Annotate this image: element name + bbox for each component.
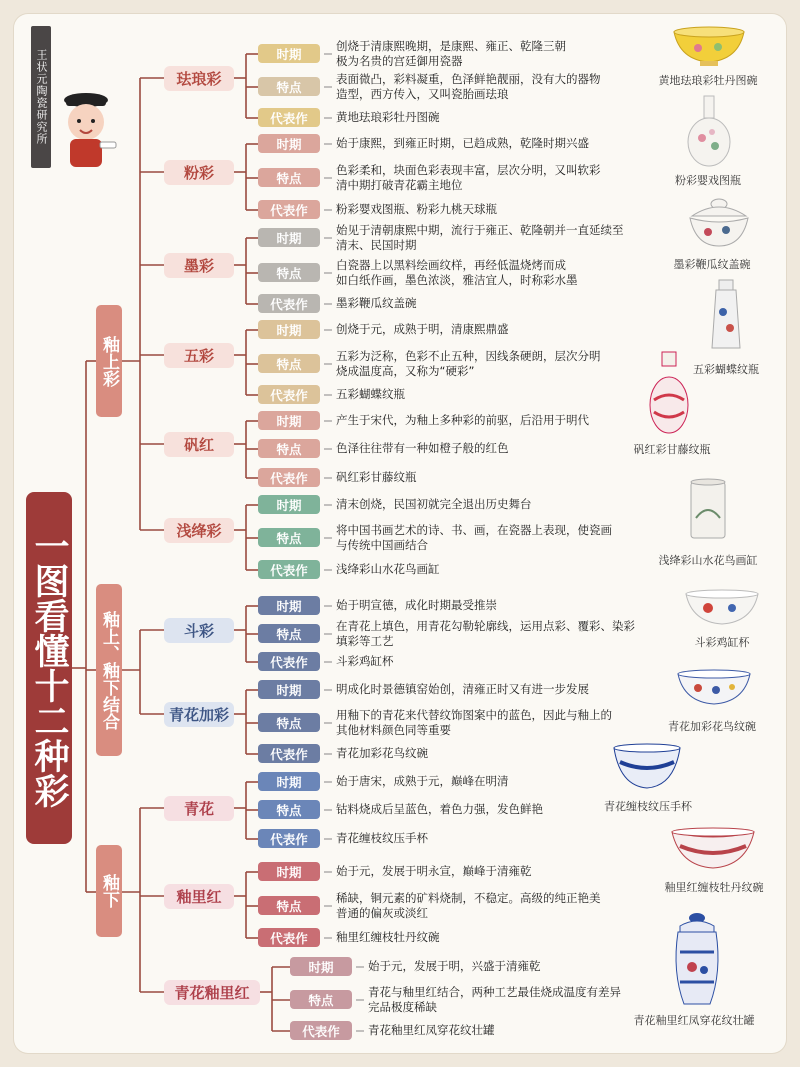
type-10-rep-text: 釉里红缠枝牡丹纹碗 [336, 930, 440, 944]
type-4-rep-label: 代表作 [258, 385, 320, 404]
type-4: 五彩 [164, 343, 234, 368]
image-caption-11: 青花釉里红凤穿花纹壮罐 [633, 1014, 755, 1027]
type-3-feature-label: 特点 [258, 263, 320, 282]
type-8-rep-text: 青花加彩花鸟纹碗 [336, 746, 428, 760]
type-4-feature-label: 特点 [258, 354, 320, 373]
covered-jar-illustration [672, 912, 722, 1008]
type-6-feature-label: 特点 [258, 528, 320, 547]
type-10-period-label: 时期 [258, 862, 320, 881]
image-caption-2: 粉彩婴戏图瓶 [675, 174, 741, 187]
type-1: 珐琅彩 [164, 66, 234, 91]
type-11-rep-label: 代表作 [290, 1021, 352, 1040]
type-7-rep-label: 代表作 [258, 652, 320, 671]
type-11-period-label: 时期 [290, 957, 352, 976]
category-underglaze: 釉下 [96, 845, 122, 937]
type-9-rep-label: 代表作 [258, 829, 320, 848]
vase-iron-red-illustration [648, 350, 690, 436]
type-10: 釉里红 [164, 884, 234, 909]
type-6-rep-label: 代表作 [258, 560, 320, 579]
type-8: 青花加彩 [164, 702, 234, 727]
type-3: 墨彩 [164, 253, 234, 278]
vase-five-color-illustration [708, 278, 744, 354]
type-3-feature-text: 白瓷器上以黑料绘画纹样，再经低温烧烤而成 如白纸作画，墨色浓淡，雅洁宜人，时称彩水墨 [336, 258, 578, 287]
type-10-period-text: 始于元，发展于明永宣，巅峰于清雍乾 [336, 864, 532, 878]
image-caption-10: 釉里红缠枝牡丹纹碗 [664, 881, 764, 894]
image-caption-5: 矾红彩甘藤纹瓶 [633, 443, 711, 456]
type-7-feature-text: 在青花上填色，用青花勾勒轮廓线，运用点彩、覆彩、染彩 填彩等工艺 [336, 619, 635, 648]
type-3-rep-label: 代表作 [258, 294, 320, 313]
underglaze-red-bowl-illustration [670, 828, 756, 874]
type-2: 粉彩 [164, 160, 234, 185]
type-2-rep-text: 粉彩婴戏图瓶、粉彩九桃天球瓶 [336, 202, 497, 216]
type-5-feature-label: 特点 [258, 439, 320, 458]
type-9-period-label: 时期 [258, 772, 320, 791]
type-7: 斗彩 [164, 618, 234, 643]
type-10-rep-label: 代表作 [258, 928, 320, 947]
bowl-blue-color-illustration [676, 670, 752, 710]
type-1-rep-label: 代表作 [258, 108, 320, 127]
type-1-feature-label: 特点 [258, 77, 320, 96]
type-5-rep-text: 矾红彩甘藤纹瓶 [336, 470, 417, 484]
type-5-period-text: 产生于宋代，为釉上多种彩的前驱，后沿用于明代 [336, 413, 589, 427]
type-5-feature-text: 色泽往往带有一种如橙子般的红色 [336, 441, 509, 455]
type-7-period-text: 始于明宣德，成化时期最受推崇 [336, 598, 497, 612]
image-caption-1: 黄地珐琅彩牡丹图碗 [658, 74, 758, 87]
type-9-period-text: 始于唐宋，成熟于元，巅峰在明清 [336, 774, 509, 788]
type-10-feature-text: 稀缺，铜元素的矿料烧制，不稳定。高级的纯正艳美 普通的偏灰或淡红 [336, 891, 601, 920]
image-caption-7: 斗彩鸡缸杯 [694, 636, 750, 649]
type-4-period-text: 创烧于元，成熟于明，清康熙鼎盛 [336, 322, 509, 336]
type-7-rep-text: 斗彩鸡缸杯 [336, 654, 394, 668]
type-3-period-text: 始见于清朝康熙中期，流行于雍正、乾隆朝并一直延续至 清末、民国时期 [336, 223, 624, 252]
image-caption-9: 青花缠枝纹压手杯 [604, 800, 692, 813]
type-1-feature-text: 表面微凸，彩料凝重，色泽鲜艳靓丽，没有大的器物 造型，西方传入，又叫瓷胎画珐琅 [336, 72, 601, 101]
type-5-rep-label: 代表作 [258, 468, 320, 487]
type-11-rep-text: 青花釉里红凤穿花纹壮罐 [368, 1023, 495, 1037]
type-9-rep-text: 青花缠枝纹压手杯 [336, 831, 428, 845]
type-4-feature-text: 五彩为泛称，色彩不止五种，因线条硬朗，层次分明 烧成温度高，又称为“硬彩” [336, 349, 601, 378]
type-2-period-label: 时期 [258, 134, 320, 153]
type-7-period-label: 时期 [258, 596, 320, 615]
type-3-rep-text: 墨彩鞭瓜纹盖碗 [336, 296, 417, 310]
category-overglaze: 釉上彩 [96, 305, 122, 417]
covered-bowl-illustration [686, 196, 752, 252]
type-6-period-text: 清末创烧，民国初就完全退出历史舞台 [336, 497, 532, 511]
category-over-under-glaze: 釉上、釉下结合 [96, 584, 122, 756]
type-6-rep-text: 浅绛彩山水花鸟画缸 [336, 562, 440, 576]
type-7-feature-label: 特点 [258, 624, 320, 643]
type-11-feature-label: 特点 [290, 990, 352, 1009]
type-8-period-text: 明成化时景德镇窑始创，清雍正时又有进一步发展 [336, 682, 589, 696]
type-5: 矾红 [164, 432, 234, 457]
type-11-feature-text: 青花与釉里红结合，两种工艺最佳烧成温度有差异 完品极度稀缺 [368, 985, 621, 1014]
type-9-feature-label: 特点 [258, 800, 320, 819]
type-1-rep-text: 黄地珐琅彩牡丹图碗 [336, 110, 440, 124]
type-8-feature-label: 特点 [258, 713, 320, 732]
type-6-feature-text: 将中国书画艺术的诗、书、画，在瓷器上表现，使瓷画 与传统中国画结合 [336, 523, 612, 552]
type-1-period-text: 创烧于清康熙晚期，是康熙、雍正、乾隆三朝 极为名贵的宫廷御用瓷器 [336, 39, 566, 68]
type-4-period-label: 时期 [258, 320, 320, 339]
type-6: 浅绛彩 [164, 518, 234, 543]
type-11-period-text: 始于元，发展于明，兴盛于清雍乾 [368, 959, 541, 973]
main-title: 一图看懂十二种彩 [26, 492, 72, 844]
vase-famille-rose-illustration [686, 94, 732, 168]
chicken-cup-illustration [684, 590, 760, 630]
type-8-rep-label: 代表作 [258, 744, 320, 763]
image-caption-4: 五彩蝴蝶纹瓶 [693, 363, 759, 376]
image-caption-3: 墨彩鞭瓜纹盖碗 [673, 258, 751, 271]
type-2-feature-label: 特点 [258, 168, 320, 187]
type-8-period-label: 时期 [258, 680, 320, 699]
studio-label: 王状元陶瓷研究所 [31, 26, 51, 168]
type-2-period-text: 始于康熙，到雍正时期，已趋成熟，乾隆时期兴盛 [336, 136, 589, 150]
type-2-feature-text: 色彩柔和，块面色彩表现丰富，层次分明，又叫软彩 清中期打破青花霸主地位 [336, 163, 601, 192]
type-10-feature-label: 特点 [258, 896, 320, 915]
type-1-period-label: 时期 [258, 44, 320, 63]
type-5-period-label: 时期 [258, 411, 320, 430]
type-4-rep-text: 五彩蝴蝶纹瓶 [336, 387, 405, 401]
type-9-feature-text: 钴料烧成后呈蓝色，着色力强，发色鲜艳 [336, 802, 543, 816]
image-caption-6: 浅绛彩山水花鸟画缸 [658, 554, 758, 567]
brush-pot-illustration [688, 478, 728, 542]
type-11: 青花釉里红 [164, 980, 260, 1005]
blue-white-cup-illustration [610, 744, 684, 794]
type-9: 青花 [164, 796, 234, 821]
type-6-period-label: 时期 [258, 495, 320, 514]
type-8-feature-text: 用釉下的青花来代替纹饰图案中的蓝色，因此与釉上的 其他材料颜色同等重要 [336, 708, 612, 737]
type-3-period-label: 时期 [258, 228, 320, 247]
image-caption-8: 青花加彩花鸟纹碗 [668, 720, 756, 733]
bowl-yellow-illustration [672, 26, 746, 68]
mascot-figure [56, 92, 118, 172]
type-2-rep-label: 代表作 [258, 200, 320, 219]
